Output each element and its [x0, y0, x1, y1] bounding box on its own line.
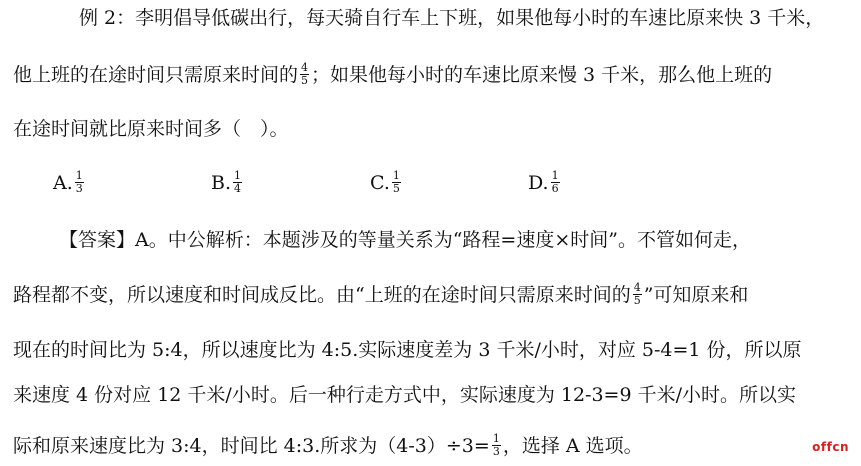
answer-line-4	[13, 383, 796, 407]
question-line-3	[13, 117, 289, 141]
fraction-denominator: 5	[633, 293, 641, 307]
fraction-denominator: 5	[301, 73, 309, 87]
fraction-numerator: 1	[392, 168, 400, 182]
answer-line-1	[59, 228, 751, 252]
option-c-fraction	[392, 170, 401, 195]
fraction-numerator: 4	[301, 60, 309, 74]
option-b-label: B.	[211, 172, 232, 194]
answer-line-2-text-b: ”可知原来和	[643, 284, 749, 306]
question-line-3-text: 在途时间就比原来时间多（ ）。	[13, 118, 289, 140]
question-line-2	[13, 60, 773, 89]
option-d	[528, 168, 562, 197]
option-c	[370, 168, 403, 197]
option-b-fraction	[233, 170, 242, 195]
option-c-label: C.	[370, 172, 390, 194]
answer-line-2	[13, 280, 749, 309]
question-line-2-text-a: 他上班的在途时间只需原来时间的	[13, 64, 299, 86]
answer-line-5-text-b: ，选择 A 选项。	[502, 435, 643, 457]
fraction-denominator: 6	[551, 181, 559, 195]
question-line-1-text: 例 2：李明倡导低碳出行，每天骑自行车上下班，如果他每小时的车速比原来快 3 千米，	[79, 7, 825, 29]
fraction-numerator: 1	[551, 168, 559, 182]
option-a-fraction	[75, 170, 84, 195]
fraction-denominator: 3	[492, 444, 500, 458]
fraction-denominator: 5	[392, 181, 400, 195]
option-d-fraction	[551, 170, 560, 195]
option-d-label: D.	[528, 172, 549, 194]
fraction-numerator: 1	[75, 168, 83, 182]
question-line-1	[79, 6, 824, 30]
fraction-denominator: 3	[75, 181, 83, 195]
fraction-numerator: 1	[234, 168, 242, 182]
answer-line-1-text: 【答案】A。中公解析：本题涉及的等量关系为“路程=速度×时间”。不管如何走，	[59, 229, 751, 251]
option-a-label: A.	[53, 172, 73, 194]
answer-line-3-text: 现在的时间比为 5:4，所以速度比为 4:5.实际速度差为 3 千米/小时，对应 5-4=1 份，所以原	[13, 339, 802, 361]
answer-line-3	[13, 338, 802, 362]
fraction-four-fifths	[300, 62, 309, 87]
fraction-denominator: 4	[234, 181, 242, 195]
fraction-numerator: 4	[633, 280, 641, 294]
answer-line-4-text: 来速度 4 份对应 12 千米/小时。后一种行走方式中，实际速度为 12-3=9 千米/小时。所以实	[13, 384, 797, 406]
answer-line-5-text-a: 际和原来速度比为 3:4，时间比 4:3.所求为（4-3）÷3=	[13, 435, 490, 457]
fraction-numerator: 1	[492, 431, 500, 445]
option-b	[211, 168, 244, 197]
offcn-watermark: offcn	[812, 440, 849, 454]
option-a	[53, 168, 86, 197]
answer-line-5	[13, 431, 643, 460]
question-line-2-text-b: ；如果他每小时的车速比原来慢 3 千米，那么他上班的	[311, 64, 773, 86]
answer-line-2-text-a: 路程都不变，所以速度和时间成反比。由“上班的在途时间只需原来时间的	[13, 284, 631, 306]
fraction-one-third	[492, 433, 501, 458]
fraction-four-fifths	[633, 282, 642, 307]
